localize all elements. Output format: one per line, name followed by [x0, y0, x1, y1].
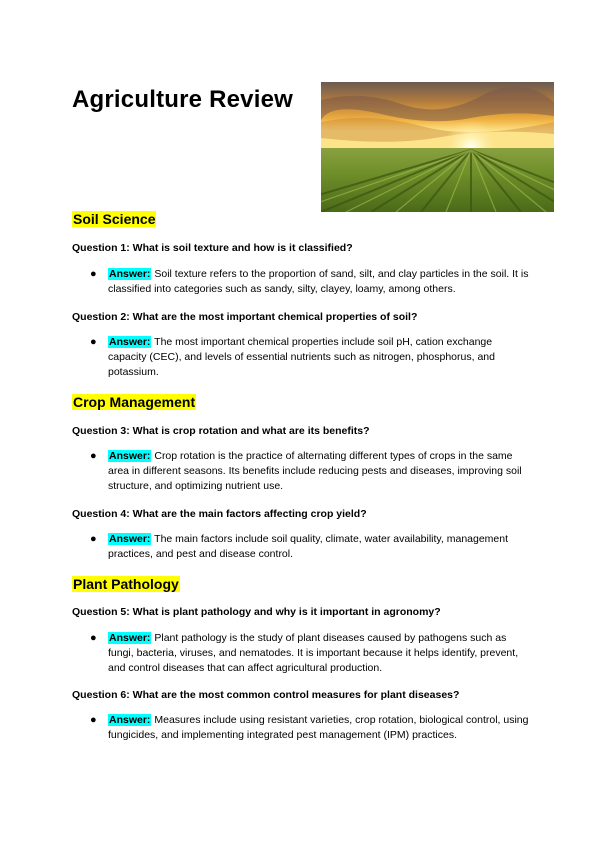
answer-4 [90, 532, 530, 562]
answer-1 [90, 267, 530, 297]
bullet-icon: ● [90, 336, 97, 348]
bullet-icon: ● [90, 533, 97, 545]
section-heading-plant-pathology: Plant Pathology [73, 576, 179, 592]
answer-6 [90, 713, 530, 743]
answer-text: Measures include using resistant varieties, crop rotation, biological control, using fungicides, and implementing integrated pest management (IPM) practices. [108, 714, 529, 741]
answer-text: Plant pathology is the study of plant diseases caused by pathogens such as fungi, bacteria, viruses, and nematodes. It is important because it helps identify, prevent, and control diseases that can affect agricultural production. [108, 632, 519, 674]
answer-2 [90, 335, 530, 380]
answer-label: Answer: [109, 632, 151, 644]
answer-3 [90, 449, 530, 494]
answer-5 [90, 631, 530, 676]
crop-field-sunset-image [321, 82, 554, 212]
bullet-icon: ● [90, 268, 97, 280]
question-2: Question 2: What are the most important chemical properties of soil? [72, 311, 418, 323]
answer-text: The most important chemical properties include soil pH, cation exchange capacity (CEC), and levels of essential nutrients such as nitrogen, phosphorus, and potassium. [108, 336, 495, 378]
answer-label: Answer: [109, 533, 151, 545]
answer-label: Answer: [109, 268, 151, 280]
answer-label: Answer: [109, 336, 151, 348]
answer-text: Crop rotation is the practice of alternating different types of crops in the same area in different seasons. Its benefits include reducing pests and diseases, improving soil structure, and optimizing nutrient use. [108, 450, 522, 492]
bullet-icon: ● [90, 632, 97, 644]
question-1: Question 1: What is soil texture and how is it classified? [72, 242, 353, 254]
answer-label: Answer: [109, 714, 151, 726]
answer-text: The main factors include soil quality, climate, water availability, management practices, and pest and disease control. [108, 533, 509, 560]
question-4: Question 4: What are the main factors affecting crop yield? [72, 508, 367, 520]
answer-label: Answer: [109, 450, 151, 462]
answer-text: Soil texture refers to the proportion of sand, silt, and clay particles in the soil. It is classified into categories such as sandy, silty, clayey, loamy, among others. [108, 268, 529, 295]
bullet-icon: ● [90, 714, 97, 726]
section-heading-crop-management: Crop Management [73, 394, 196, 410]
question-5: Question 5: What is plant pathology and why is it important in agronomy? [72, 606, 441, 618]
bullet-icon: ● [90, 450, 97, 462]
question-3: Question 3: What is crop rotation and what are its benefits? [72, 425, 370, 437]
question-6: Question 6: What are the most common control measures for plant diseases? [72, 689, 460, 701]
header-image [321, 82, 554, 212]
section-heading-soil-science: Soil Science [73, 211, 156, 227]
document-title: Agriculture Review [72, 86, 293, 113]
